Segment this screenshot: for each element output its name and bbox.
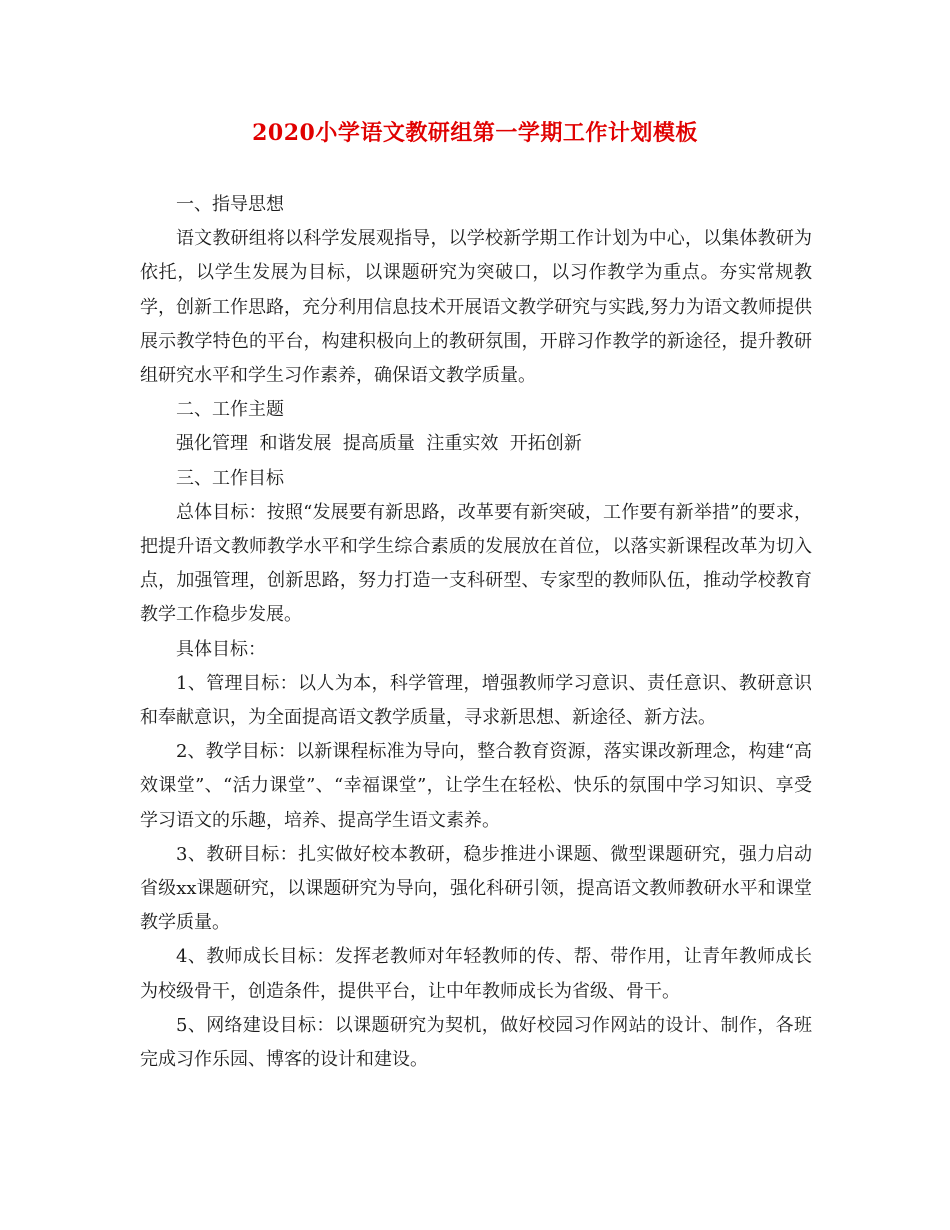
paragraph-research-goal: 3、教研目标：扎实做好校本教研，稳步推进小课题、微型课题研究，强力启动省级xx课题研究，以课题研究为导向，强化科研引领，提高语文教师教研水平和课堂教学质量。 <box>140 843 812 934</box>
paragraph-specific-goals-label: 具体目标： <box>176 638 266 660</box>
paragraph-overall-goal: 总体目标：按照“发展要有新思路，改革要有新突破，工作要有新举措”的要求，把提升语文教师教学水平和学生综合素质的发展放在首位，以落实新课程改革为切入点，加强管理，创新思路，努力打造一支科研型、专家型的教师队伍，推动学校教育教学工作稳步发展。 <box>140 501 812 626</box>
paragraph-management-goal: 1、管理目标：以人为本，科学管理，增强教师学习意识、责任意识、教研意识和奉献意识，为全面提高语文教学质量，寻求新思想、新途径、新方法。 <box>140 672 812 729</box>
document-title: 2020小学语文教研组第一学期工作计划模板 <box>252 120 698 146</box>
paragraph-network-goal: 5、网络建设目标：以课题研究为契机，做好校园习作网站的设计、制作，各班完成习作乐园、博客的设计和建设。 <box>140 1014 812 1071</box>
section-heading-work-goals: 三、工作目标 <box>176 467 284 489</box>
section-heading-guiding-ideology: 一、指导思想 <box>176 194 284 215</box>
section-heading-work-theme: 二、工作主题 <box>176 399 284 421</box>
paragraph-teacher-growth-goal: 4、教师成长目标：发挥老教师对年轻教师的传、帮、带作用，让青年教师成长为校级骨干，创造条件，提供平台，让中年教师成长为省级、骨干。 <box>140 946 812 1002</box>
paragraph-teaching-goal: 2、教学目标：以新课程标准为导向，整合教育资源，落实课改新理念，构建“高效课堂”、“活力课堂”、“幸福课堂”，让学生在轻松、快乐的氛围中学习知识、享受学习语文的乐趣，培养、提高学生语文素养。 <box>140 741 812 831</box>
paragraph-work-theme: 强化管理 和谐发展 提高质量 注重实效 开拓创新 <box>176 433 582 455</box>
document-body <box>140 188 812 1077</box>
paragraph-guiding-ideology: 语文教研组将以科学发展观指导，以学校新学期工作计划为中心，以集体教研为依托，以学生发展为目标，以课题研究为突破口，以习作教学为重点。夯实常规教学，创新工作思路，充分利用信息技术开展语文教学研究与实践,努力为语文教师提供展示教学特色的平台，构建积极向上的教研氛围，开辟习作教学的新途径，提升教研组研究水平和学生习作素养，确保语文教学质量。 <box>140 228 812 387</box>
